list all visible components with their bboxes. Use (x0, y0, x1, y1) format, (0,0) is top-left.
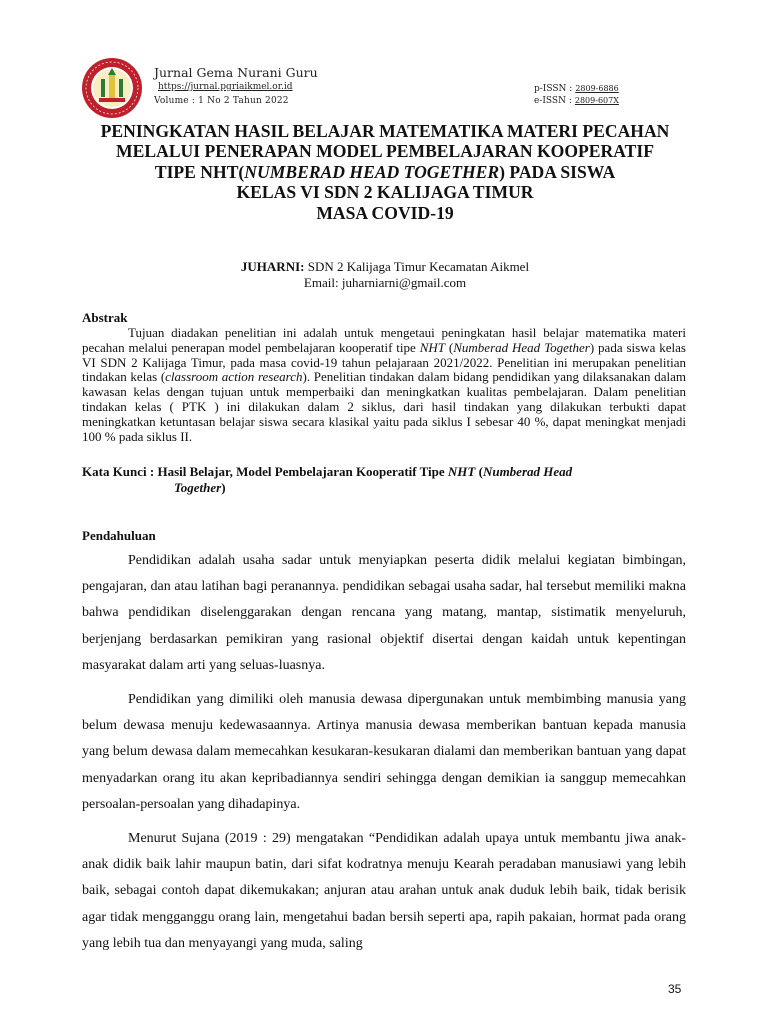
journal-name: Jurnal Gema Nurani Guru (154, 65, 318, 80)
intro-body (82, 548, 686, 965)
title-line-2: MELALUI PENERAPAN MODEL PEMBELAJARAN KOOPERATIF (116, 141, 654, 162)
keywords: Kata Kunci : Hasil Belajar, Model Pembelajaran Kooperatif Tipe NHT (Numberad Head Together) (82, 464, 573, 495)
page-number: 35 (668, 982, 682, 996)
author-affiliation: SDN 2 Kalijaga Timur Kecamatan Aikmel (304, 259, 530, 274)
title-line-3: TIPE NHT(NUMBERAD HEAD TOGETHER) PADA SISWA (154, 161, 616, 182)
e-issn (534, 96, 619, 106)
intro-paragraph-1: Pendidikan adalah usaha sadar untuk menyiapkan peserta didik melalui kegiatan bimbingan, pengajaran, dan atau latihan bagi peranannya. pendidikan sebagai usaha sadar, hal tersebut memiliki makna bahwa pendidikan diselenggarakan dengan rencana yang matang, mantap, sistimatik menyeluruh, berjenjang berdasarkan pemikiran yang rasional objektif disertai dengan kaidah untuk kepentingan masyarakat dalam arti yang seluas-luasnya. (82, 553, 686, 673)
p-issn-label: p-ISSN : (534, 84, 573, 94)
abstract-body: Tujuan diadakan penelitian ini adalah untuk mengetaui peningkatan hasil belajar matematika materi pecahan melalui penerapan model pembelajaran kooperatif tipe NHT (Numberad Head Together) pada siswa kelas VI SDN 2 Kalijaga Timur, pada masa covid-19 tahun pelajaraan 2021/2022. Penelitian ini merupakan penelitian tindakan kelas (classroom action research). Penelitian tindakan dalam bidang pendidikan yang dilaksanakan dalam kawasan kelas dengan tujuan untuk memperbaiki dan meningkatkan kualitas pembelajaran. Dalam penelitian tindakan kelas ( PTK ) ini dilakukan dalam 2 siklus, dari hasil tindakan yang dilakukan terbukti dapat meningkatkan ketuntasan belajar siswa secara klasikal yaitu pada siklus I sebesar 40 %, dapat meningkat menjadi 100 % pada siklus II. (82, 325, 686, 444)
intro-paragraph-3: Menurut Sujana (2019 : 29) mengatakan “Pendidikan adalah upaya untuk membantu jiwa anak-anak didik baik lahir maupun batin, dari sifat kodratnya menuju Kearah peradaban manusiawi yang lebih baik, sebagai contoh dapat dikemukakan; anjuran atau arahan untuk anak duduk lebih baik, tidak berisik agar tidak mengganggu orang lain, mengetahui badan bersih seperti apa, rapih pakaian, hormat pada orang yang lebih tua dan menyayangi yang muda, saling (82, 831, 686, 951)
journal-logo (81, 57, 143, 119)
title-line-5: MASA COVID-19 (316, 202, 454, 223)
author-email: Email: juharniarni@gmail.com (303, 275, 467, 290)
paper-title (80, 121, 690, 223)
journal-volume: Volume : 1 No 2 Tahun 2022 (154, 96, 289, 106)
intro-heading: Pendahuluan (82, 528, 156, 543)
intro-paragraph-2: Pendidikan yang dimiliki oleh manusia dewasa dipergunakan untuk membimbing manusia yang belum dewasa menuju kedewasaannya. Artinya manusia dewasa memberikan bantuan kepada manusia yang belum dewasa dalam memecahkan kesukaran-kesukaran dialami dan memberikan bantuan yang dapat menyadarkan orang itu akan kepribadiannya sendiri sehingga dengan demikian ia sanggup memecahkan persoalan-persoalan yang dihadapinya. (82, 692, 686, 812)
title-line-1: PENINGKATAN HASIL BELAJAR MATEMATIKA MATERI PECAHAN (100, 121, 670, 141)
p-issn (534, 84, 619, 94)
author-block (80, 259, 690, 291)
p-issn-number: 2809-6886 (575, 84, 619, 93)
e-issn-number: 2809-607X (574, 96, 619, 105)
title-line-4: KELAS VI SDN 2 KALIJAGA TIMUR (236, 182, 534, 203)
abstract-heading: Abstrak (82, 310, 128, 325)
journal-url-link[interactable]: https://jurnal.pgriaikmel.or.id (158, 82, 293, 92)
e-issn-label: e-ISSN : (534, 96, 572, 106)
author-name: JUHARNI: (240, 259, 305, 274)
